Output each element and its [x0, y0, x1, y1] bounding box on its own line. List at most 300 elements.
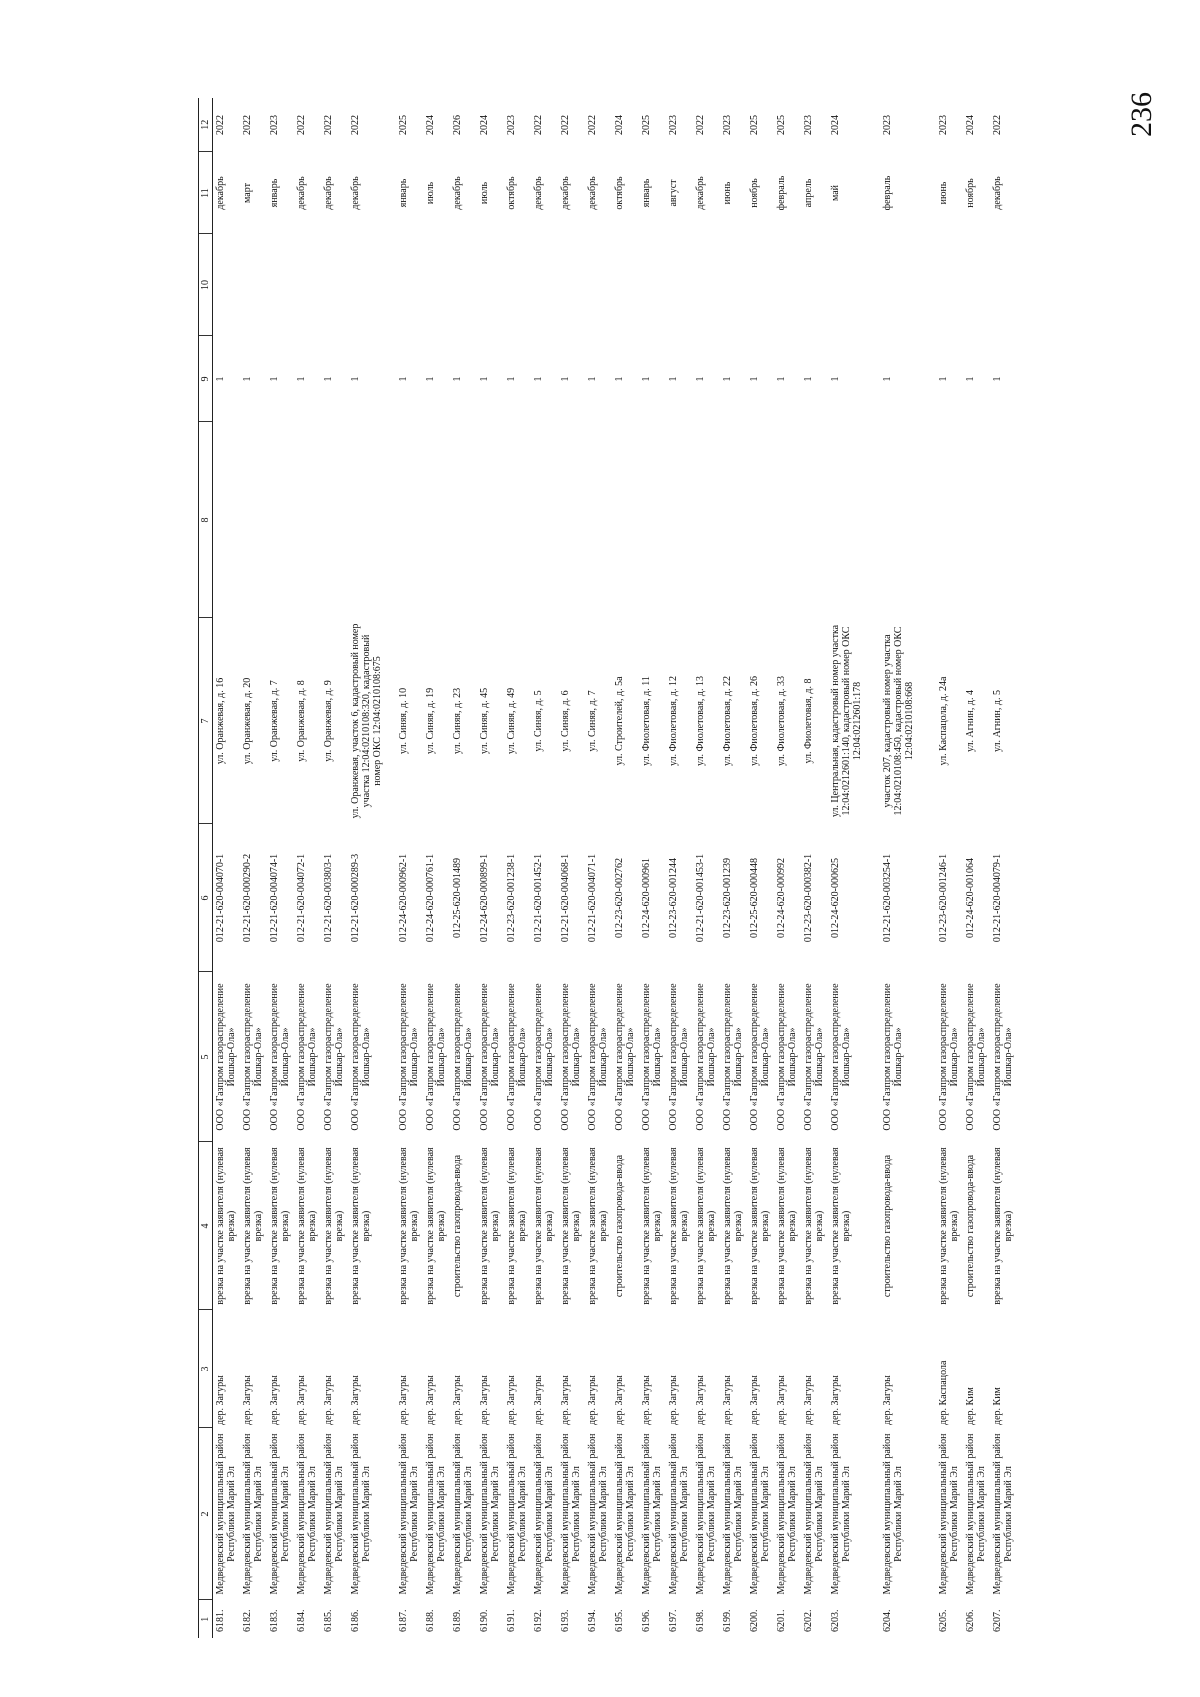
- work-type-cell: врезка на участке заявителя (нулевая врезка): [215, 1147, 237, 1305]
- district-cell: Медведевский муниципальный район Республики Марий Эл: [349, 1433, 372, 1595]
- month-cell: май: [829, 184, 841, 202]
- table-row: [423, 98, 450, 1638]
- district-cell: Медведевский муниципальный район Республики Марий Эл: [667, 1433, 690, 1595]
- quantity-cell: 1: [775, 376, 787, 382]
- address-cell: ул. Агнин, д. 5: [991, 689, 1003, 753]
- address-cell: ул. Фиолетовая, д. 12: [667, 675, 679, 767]
- year-cell: 2026: [451, 115, 463, 135]
- organization-cell: ООО «Газпром газораспределение Йошкар-Ола»: [215, 983, 237, 1131]
- column-header: 2: [199, 1428, 213, 1600]
- column-header: 10: [199, 234, 213, 336]
- empty-cell-10: [558, 234, 585, 336]
- quantity-cell: 1: [694, 376, 706, 382]
- empty-cell-10: [936, 234, 963, 336]
- application-code-cell: 012-21-620-003254-1: [881, 853, 893, 943]
- row-number: 6205.: [937, 1609, 949, 1632]
- application-code-cell: 012-24-620-000899-1: [478, 853, 490, 943]
- work-type-cell: врезка на участке заявителя (нулевая врезка): [559, 1147, 582, 1305]
- row-number: 6182.: [241, 1609, 253, 1632]
- empty-cell-8: [585, 422, 612, 618]
- year-cell: 2022: [322, 115, 334, 135]
- organization-cell: ООО «Газпром газораспределение Йошкар-Ола»: [881, 983, 904, 1131]
- address-cell: ул. Синяя, д. 49: [505, 687, 517, 755]
- year-cell: 2022: [991, 115, 1003, 135]
- work-type-cell: врезка на участке заявителя (нулевая врезка): [586, 1147, 609, 1305]
- empty-cell-10: [477, 234, 504, 336]
- work-type-cell: врезка на участке заявителя (нулевая врезка): [478, 1147, 501, 1305]
- row-number: 6186.: [349, 1609, 361, 1632]
- row-number: 6206.: [964, 1609, 976, 1632]
- locality-cell: дер. Загуры: [349, 1375, 361, 1425]
- quantity-cell: 1: [505, 376, 517, 382]
- application-code-cell: 012-23-620-001246-1: [937, 853, 949, 943]
- district-cell: Медведевский муниципальный район Республики Марий Эл: [881, 1433, 904, 1595]
- empty-cell-8: [666, 422, 693, 618]
- work-type-cell: врезка на участке заявителя (нулевая врезка): [268, 1147, 291, 1305]
- locality-cell: дер. Загуры: [881, 1375, 893, 1425]
- empty-cell-10: [774, 234, 801, 336]
- table-row: [666, 98, 693, 1638]
- address-cell: ул. Фиолетовая, д. 26: [748, 675, 760, 767]
- address-cell: ул. Оранжевая, д. 9: [322, 680, 334, 762]
- work-type-cell: строительство газопровода-ввода: [964, 1154, 976, 1298]
- quantity-cell: 1: [937, 376, 949, 382]
- address-cell: ул. Синяя, д. 23: [451, 687, 463, 755]
- organization-cell: ООО «Газпром газораспределение Йошкар-Ола»: [478, 983, 501, 1131]
- month-cell: июнь: [937, 181, 949, 205]
- row-number: 6181.: [215, 1609, 226, 1632]
- locality-cell: дер. Загуры: [241, 1375, 253, 1425]
- organization-cell: ООО «Газпром газораспределение Йошкар-Ола»: [295, 983, 318, 1131]
- district-cell: Медведевский муниципальный район Республики Марий Эл: [829, 1433, 852, 1595]
- column-header: 5: [199, 972, 213, 1142]
- header-row: [199, 98, 213, 1638]
- address-cell: ул. Синяя, д. 19: [424, 687, 436, 755]
- row-number: 6202.: [802, 1609, 814, 1632]
- address-cell: ул. Оранжевая, д. 20: [241, 677, 253, 765]
- empty-cell-8: [936, 422, 963, 618]
- row-number: 6183.: [268, 1609, 280, 1632]
- month-cell: июль: [478, 181, 490, 205]
- row-number: 6203.: [829, 1609, 841, 1632]
- month-cell: декабрь: [586, 176, 598, 210]
- empty-cell-8: [612, 422, 639, 618]
- row-number: 6187.: [397, 1609, 409, 1632]
- empty-cell-10: [321, 234, 348, 336]
- district-cell: Медведевский муниципальный район Республики Марий Эл: [640, 1433, 663, 1595]
- quantity-cell: 1: [532, 376, 544, 382]
- table-row: [639, 98, 666, 1638]
- work-type-cell: врезка на участке заявителя (нулевая врезка): [802, 1147, 825, 1305]
- year-cell: 2022: [295, 115, 307, 135]
- empty-cell-8: [423, 422, 450, 618]
- application-code-cell: 012-24-620-001064: [964, 858, 976, 938]
- column-header: 1: [199, 1600, 213, 1638]
- empty-cell-8: [450, 422, 477, 618]
- empty-cell-10: [348, 234, 396, 336]
- table-row: [963, 98, 990, 1638]
- table-row: [396, 98, 423, 1638]
- year-cell: 2024: [613, 115, 625, 135]
- locality-cell: дер. Загуры: [559, 1375, 571, 1425]
- district-cell: Медведевский муниципальный район Республики Марий Эл: [268, 1433, 291, 1595]
- address-cell: ул. Оранжевая, д. 7: [268, 680, 280, 762]
- year-cell: 2022: [586, 115, 598, 135]
- organization-cell: ООО «Газпром газораспределение Йошкар-Ола»: [505, 983, 528, 1131]
- application-code-cell: 012-21-620-001453-1: [694, 853, 706, 943]
- month-cell: январь: [268, 178, 280, 208]
- application-code-cell: 012-21-620-000290-2: [241, 853, 253, 943]
- organization-cell: ООО «Газпром газораспределение Йошкар-Ола»: [424, 983, 447, 1131]
- application-code-cell: 012-25-620-000448: [748, 858, 760, 938]
- work-type-cell: врезка на участке заявителя (нулевая врезка): [349, 1147, 372, 1305]
- row-number: 6198.: [694, 1609, 706, 1632]
- locality-cell: дер. Загуры: [802, 1375, 814, 1425]
- row-number: 6196.: [640, 1609, 652, 1632]
- application-code-cell: 012-21-620-004072-1: [295, 853, 307, 943]
- application-code-cell: 012-24-620-000625: [829, 858, 841, 938]
- month-cell: декабрь: [349, 176, 361, 210]
- quantity-cell: 1: [721, 376, 733, 382]
- quantity-cell: 1: [991, 376, 1003, 382]
- locality-cell: дер. Загуры: [478, 1375, 490, 1425]
- organization-cell: ООО «Газпром газораспределение Йошкар-Ола»: [613, 983, 636, 1131]
- month-cell: июнь: [721, 181, 733, 205]
- work-type-cell: врезка на участке заявителя (нулевая врезка): [937, 1147, 960, 1305]
- work-type-cell: врезка на участке заявителя (нулевая врезка): [991, 1147, 1014, 1305]
- month-cell: январь: [640, 178, 652, 208]
- locality-cell: дер. Загуры: [215, 1375, 226, 1425]
- application-code-cell: 012-24-620-000961: [640, 858, 652, 938]
- month-cell: декабрь: [532, 176, 544, 210]
- empty-cell-8: [294, 422, 321, 618]
- district-cell: Медведевский муниципальный район Республики Марий Эл: [241, 1433, 264, 1595]
- application-code-cell: 012-21-620-004071-1: [586, 853, 598, 943]
- quantity-cell: 1: [268, 376, 280, 382]
- table-row: [348, 98, 396, 1638]
- address-cell: ул. Синяя, д. 10: [397, 687, 409, 755]
- locality-cell: дер. Загуры: [532, 1375, 544, 1425]
- locality-cell: дер. Загуры: [586, 1375, 598, 1425]
- locality-cell: дер. Загуры: [268, 1375, 280, 1425]
- empty-cell-8: [267, 422, 294, 618]
- organization-cell: ООО «Газпром газораспределение Йошкар-Ола»: [694, 983, 717, 1131]
- application-code-cell: 012-25-620-001489: [451, 858, 463, 938]
- locality-cell: дер. Загуры: [829, 1375, 841, 1425]
- year-cell: 2022: [241, 115, 253, 135]
- row-number: 6201.: [775, 1609, 787, 1632]
- quantity-cell: 1: [613, 376, 625, 382]
- column-header: 4: [199, 1142, 213, 1310]
- table-row: [477, 98, 504, 1638]
- month-cell: декабрь: [991, 176, 1003, 210]
- year-cell: 2022: [694, 115, 706, 135]
- month-cell: ноябрь: [748, 178, 760, 208]
- month-cell: июль: [424, 181, 436, 205]
- quantity-cell: 1: [295, 376, 307, 382]
- year-cell: 2022: [215, 115, 226, 135]
- locality-cell: дер. Загуры: [424, 1375, 436, 1425]
- month-cell: октябрь: [613, 176, 625, 210]
- year-cell: 2025: [640, 115, 652, 135]
- month-cell: декабрь: [322, 176, 334, 210]
- row-number: 6199.: [721, 1609, 733, 1632]
- address-cell: ул. Синяя, д. 6: [559, 690, 571, 752]
- year-cell: 2023: [505, 115, 517, 135]
- year-cell: 2025: [775, 115, 787, 135]
- empty-cell-10: [747, 234, 774, 336]
- column-header: 9: [199, 336, 213, 422]
- month-cell: март: [241, 183, 253, 203]
- address-cell: участок 207, кадастровый номер участка 12:04:0210108:450, кадастровый номер ОКС 12:04:0210108:668: [881, 626, 915, 816]
- address-cell: ул. Центральная, кадастровый номер участка 12:04:0212601:140, кадастровый номер ОКС 12:04:0212601:178: [829, 624, 863, 818]
- quantity-cell: 1: [881, 376, 893, 382]
- work-type-cell: строительство газопровода-ввода: [881, 1154, 893, 1298]
- district-cell: Медведевский муниципальный район Республики Марий Эл: [295, 1433, 318, 1595]
- work-type-cell: врезка на участке заявителя (нулевая врезка): [775, 1147, 798, 1305]
- organization-cell: ООО «Газпром газораспределение Йошкар-Ола»: [268, 983, 291, 1131]
- table-row: [990, 98, 1017, 1638]
- application-code-cell: 012-23-620-002762: [613, 858, 625, 938]
- column-header: 3: [199, 1310, 213, 1428]
- year-cell: 2023: [881, 115, 893, 135]
- empty-cell-10: [504, 234, 531, 336]
- empty-cell-8: [801, 422, 828, 618]
- column-header: 7: [199, 618, 213, 824]
- quantity-cell: 1: [322, 376, 334, 382]
- year-cell: 2024: [829, 115, 841, 135]
- district-cell: Медведевский муниципальный район Республики Марий Эл: [964, 1433, 987, 1595]
- address-cell: ул. Фиолетовая, д. 33: [775, 675, 787, 767]
- address-cell: ул. Строителей, д. 5а: [613, 676, 625, 766]
- empty-cell-8: [828, 422, 880, 618]
- locality-cell: дер. Загуры: [322, 1375, 334, 1425]
- table-row: [612, 98, 639, 1638]
- quantity-cell: 1: [802, 376, 814, 382]
- empty-cell-10: [612, 234, 639, 336]
- empty-cell-8: [477, 422, 504, 618]
- empty-cell-10: [639, 234, 666, 336]
- address-cell: ул. Оранжевая, д. 16: [215, 677, 226, 765]
- locality-cell: дер. Загуры: [295, 1375, 307, 1425]
- row-number: 6197.: [667, 1609, 679, 1632]
- application-code-cell: 012-24-620-000962-1: [397, 853, 409, 943]
- work-type-cell: врезка на участке заявителя (нулевая врезка): [424, 1147, 447, 1305]
- year-cell: 2023: [802, 115, 814, 135]
- district-cell: Медведевский муниципальный район Республики Марий Эл: [721, 1433, 744, 1595]
- empty-cell-10: [720, 234, 747, 336]
- table-row: [774, 98, 801, 1638]
- month-cell: февраль: [775, 175, 787, 211]
- empty-cell-10: [213, 234, 240, 336]
- application-code-cell: 012-23-620-001244: [667, 858, 679, 938]
- work-type-cell: строительство газопровода-ввода: [613, 1154, 625, 1298]
- row-number: 6193.: [559, 1609, 571, 1632]
- empty-cell-10: [828, 234, 880, 336]
- table-row: [267, 98, 294, 1638]
- locality-cell: дер. Загуры: [505, 1375, 517, 1425]
- empty-cell-8: [720, 422, 747, 618]
- rotated-table-frame: [198, 98, 1198, 1638]
- application-code-cell: 012-23-620-000382-1: [802, 853, 814, 943]
- district-cell: Медведевский муниципальный район Республики Марий Эл: [532, 1433, 555, 1595]
- locality-cell: дер. Загуры: [667, 1375, 679, 1425]
- row-number: 6184.: [295, 1609, 307, 1632]
- organization-cell: ООО «Газпром газораспределение Йошкар-Ола»: [991, 983, 1014, 1131]
- organization-cell: ООО «Газпром газораспределение Йошкар-Ола»: [349, 983, 372, 1131]
- empty-cell-8: [348, 422, 396, 618]
- registry-table: [198, 98, 1017, 1638]
- month-cell: октябрь: [505, 176, 517, 210]
- district-cell: Медведевский муниципальный район Республики Марий Эл: [937, 1433, 960, 1595]
- table-row: [585, 98, 612, 1638]
- work-type-cell: врезка на участке заявителя (нулевая врезка): [532, 1147, 555, 1305]
- empty-cell-10: [990, 234, 1017, 336]
- quantity-cell: 1: [829, 376, 841, 382]
- month-cell: август: [667, 179, 679, 207]
- locality-cell: дер. Каспацола: [937, 1360, 949, 1425]
- work-type-cell: врезка на участке заявителя (нулевая врезка): [748, 1147, 771, 1305]
- work-type-cell: врезка на участке заявителя (нулевая врезка): [829, 1147, 852, 1305]
- year-cell: 2025: [397, 115, 409, 135]
- month-cell: февраль: [881, 175, 893, 211]
- address-cell: ул. Агнин, д. 4: [964, 689, 976, 753]
- table-row: [693, 98, 720, 1638]
- year-cell: 2024: [424, 115, 436, 135]
- empty-cell-10: [396, 234, 423, 336]
- empty-cell-10: [963, 234, 990, 336]
- month-cell: декабрь: [694, 176, 706, 210]
- page-number: 236: [1125, 92, 1158, 138]
- locality-cell: дер. Ким: [991, 1387, 1003, 1425]
- year-cell: 2023: [721, 115, 733, 135]
- table-row: [720, 98, 747, 1638]
- empty-cell-8: [321, 422, 348, 618]
- address-cell: ул. Оранжевая, д. 8: [295, 680, 307, 762]
- quantity-cell: 1: [215, 376, 226, 382]
- organization-cell: ООО «Газпром газораспределение Йошкар-Ола»: [241, 983, 264, 1131]
- locality-cell: дер. Загуры: [640, 1375, 652, 1425]
- empty-cell-10: [585, 234, 612, 336]
- district-cell: Медведевский муниципальный район Республики Марий Эл: [215, 1433, 237, 1595]
- row-number: 6189.: [451, 1609, 463, 1632]
- address-cell: ул. Каспацола, д. 24а: [937, 676, 949, 766]
- application-code-cell: 012-21-620-004074-1: [268, 853, 280, 943]
- quantity-cell: 1: [397, 376, 409, 382]
- application-code-cell: 012-21-620-001452-1: [532, 853, 544, 943]
- empty-cell-10: [693, 234, 720, 336]
- district-cell: Медведевский муниципальный район Республики Марий Эл: [991, 1433, 1014, 1595]
- quantity-cell: 1: [586, 376, 598, 382]
- quantity-cell: 1: [640, 376, 652, 382]
- year-cell: 2024: [964, 115, 976, 135]
- row-number: 6185.: [322, 1609, 334, 1632]
- work-type-cell: врезка на участке заявителя (нулевая врезка): [241, 1147, 264, 1305]
- table-row: [880, 98, 936, 1638]
- organization-cell: ООО «Газпром газораспределение Йошкар-Ола»: [397, 983, 420, 1131]
- column-header: 6: [199, 824, 213, 972]
- application-code-cell: 012-21-620-000289-3: [349, 853, 361, 943]
- empty-cell-8: [880, 422, 936, 618]
- month-cell: декабрь: [215, 176, 226, 210]
- organization-cell: ООО «Газпром газораспределение Йошкар-Ола»: [640, 983, 663, 1131]
- empty-cell-10: [880, 234, 936, 336]
- quantity-cell: 1: [964, 376, 976, 382]
- table-row: [801, 98, 828, 1638]
- work-type-cell: врезка на участке заявителя (нулевая врезка): [721, 1147, 744, 1305]
- table-row: [294, 98, 321, 1638]
- year-cell: 2023: [268, 115, 280, 135]
- year-cell: 2025: [748, 115, 760, 135]
- year-cell: 2022: [532, 115, 544, 135]
- year-cell: 2022: [349, 115, 361, 135]
- locality-cell: дер. Загуры: [397, 1375, 409, 1425]
- row-number: 6190.: [478, 1609, 490, 1632]
- row-number: 6200.: [748, 1609, 760, 1632]
- district-cell: Медведевский муниципальный район Республики Марий Эл: [748, 1433, 771, 1595]
- district-cell: Медведевский муниципальный район Республики Марий Эл: [397, 1433, 420, 1595]
- empty-cell-8: [963, 422, 990, 618]
- district-cell: Медведевский муниципальный район Республики Марий Эл: [478, 1433, 501, 1595]
- application-code-cell: 012-24-620-000992: [775, 858, 787, 938]
- table-body: [213, 98, 1017, 1638]
- table-row: [936, 98, 963, 1638]
- application-code-cell: 012-23-620-001238-1: [505, 853, 517, 943]
- district-cell: Медведевский муниципальный район Республики Марий Эл: [505, 1433, 528, 1595]
- organization-cell: ООО «Газпром газораспределение Йошкар-Ола»: [964, 983, 987, 1131]
- table-row: [531, 98, 558, 1638]
- empty-cell-8: [774, 422, 801, 618]
- table-row: [240, 98, 267, 1638]
- empty-cell-8: [639, 422, 666, 618]
- row-number: 6188.: [424, 1609, 436, 1632]
- work-type-cell: врезка на участке заявителя (нулевая врезка): [667, 1147, 690, 1305]
- organization-cell: ООО «Газпром газораспределение Йошкар-Ола»: [451, 983, 474, 1131]
- work-type-cell: врезка на участке заявителя (нулевая врезка): [397, 1147, 420, 1305]
- address-cell: ул. Фиолетовая, д. 22: [721, 675, 733, 767]
- organization-cell: ООО «Газпром газораспределение Йошкар-Ола»: [775, 983, 798, 1131]
- address-cell: ул. Синяя, д. 7: [586, 690, 598, 752]
- organization-cell: ООО «Газпром газораспределение Йошкар-Ола»: [532, 983, 555, 1131]
- address-cell: ул. Синяя, д. 45: [478, 687, 490, 755]
- application-code-cell: 012-24-620-000761-1: [424, 853, 436, 943]
- empty-cell-10: [240, 234, 267, 336]
- application-code-cell: 012-21-620-004079-1: [991, 853, 1003, 943]
- organization-cell: ООО «Газпром газораспределение Йошкар-Ола»: [586, 983, 609, 1131]
- work-type-cell: врезка на участке заявителя (нулевая врезка): [322, 1147, 345, 1305]
- table-row: [828, 98, 880, 1638]
- month-cell: декабрь: [559, 176, 571, 210]
- organization-cell: ООО «Газпром газораспределение Йошкар-Ола»: [829, 983, 852, 1131]
- quantity-cell: 1: [424, 376, 436, 382]
- quantity-cell: 1: [349, 376, 361, 382]
- application-code-cell: 012-21-620-004068-1: [559, 853, 571, 943]
- application-code-cell: 012-21-620-004070-1: [215, 853, 226, 943]
- address-cell: ул. Фиолетовая, д. 11: [640, 676, 652, 766]
- address-cell: ул. Фиолетовая, д. 13: [694, 675, 706, 767]
- empty-cell-8: [990, 422, 1017, 618]
- work-type-cell: врезка на участке заявителя (нулевая врезка): [505, 1147, 528, 1305]
- table-row: [450, 98, 477, 1638]
- district-cell: Медведевский муниципальный район Республики Марий Эл: [775, 1433, 798, 1595]
- year-cell: 2023: [667, 115, 679, 135]
- empty-cell-8: [213, 422, 240, 618]
- district-cell: Медведевский муниципальный район Республики Марий Эл: [586, 1433, 609, 1595]
- locality-cell: дер. Загуры: [613, 1375, 625, 1425]
- quantity-cell: 1: [748, 376, 760, 382]
- row-number: 6192.: [532, 1609, 544, 1632]
- row-number: 6204.: [881, 1609, 893, 1632]
